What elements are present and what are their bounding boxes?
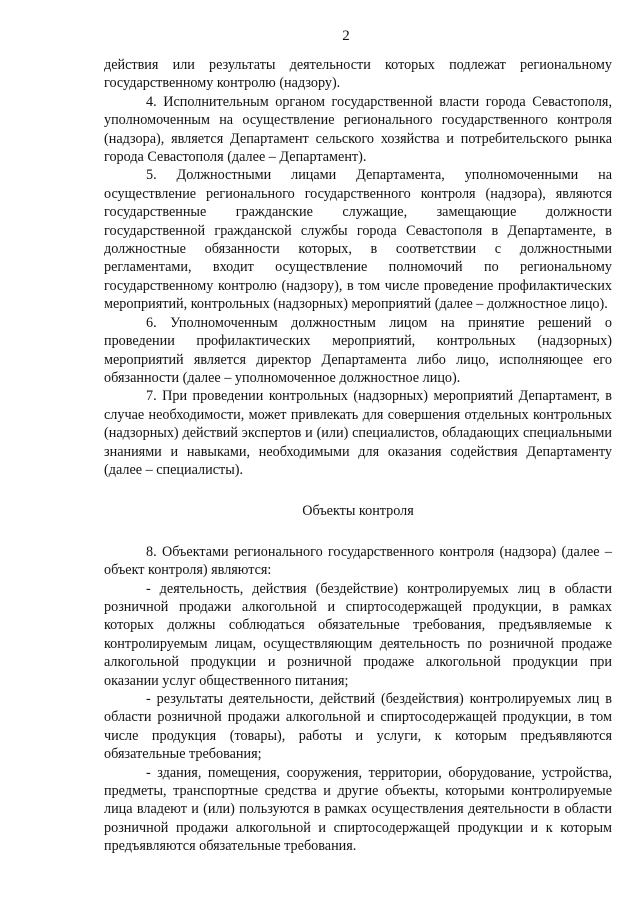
paragraph-4-executive-body: 4. Исполнительным органом государственной власти города Севастополя, уполномоченным на осуществление регионального государственного контроля (надзора), является Департамент сельского хозяйства и потребительского рынка города Севастополя (далее – Департамент). — [104, 93, 612, 166]
document-page — [104, 26, 612, 856]
section-heading: Объекты контроля — [302, 503, 414, 520]
paragraph-8-control-objects: 8. Объектами регионального государственного контроля (надзора) (далее – объект контроля) являются: — [104, 543, 612, 579]
paragraph-7-experts: 7. При проведении контрольных (надзорных) мероприятий Департамент, в случае необходимости, может привлекать для совершения отдельных контрольных (надзорных) действий экспертов и (или) специалистов, обладающих специальными знаниями и навыками, необходимыми для оказания содействия Департаменту (далее – специалисты). — [104, 388, 612, 478]
page-number: 2 — [342, 28, 350, 44]
list-item-activities: - деятельность, действия (бездействие) контролируемых лиц в области розничной продажи алкогольной и спиртосодержащей продукции, в рамках которых должны соблюдаться обязательные требования, предъявляемые к контролируемым лицам, осуществляющим деятельность по розничной продаже алкогольной продукции и розничной продаже алкогольной продукции при оказании услуг общественного питания; — [104, 580, 612, 689]
paragraph-continuation: действия или результаты деятельности которых подлежат региональному государственному контролю (надзору). — [104, 57, 612, 92]
list-item-buildings: - здания, помещения, сооружения, территории, оборудование, устройства, предметы, транспортные средства и другие объекты, которыми контролируемые лица владеют и (или) пользуются в рамках осуществления деятельности в области розничной продажи алкогольной и спиртосодержащей продукции и к которым предъявляются обязательные требования. — [104, 764, 612, 855]
list-item-results: - результаты деятельности, действий (бездействия) контролируемых лиц в области розничной продажи алкогольной и спиртосодержащей продукции, в том числе продукция (товары), работы и услуги, к которым предъявляются обязательные требования; — [104, 691, 612, 763]
paragraph-5-officials: 5. Должностными лицами Департамента, уполномоченными на осуществление регионального государственного контроля (надзора), являются государственные гражданские служащие, замещающие должности государственной гражданской службы города Севастополя в Департаменте, в должностные обязанности которых, в соответствии с должностными регламентами, входит осуществление полномочий по региональному государственному контролю (надзору), в том числе проведение профилактических мероприятий, контрольных (надзорных) мероприятий (далее – должностное лицо). — [104, 167, 612, 313]
paragraph-6-authorized-official: 6. Уполномоченным должностным лицом на принятие решений о проведении профилактических мероприятий, контрольных (надзорных) мероприятий является директор Департамента либо лицо, исполняющее его обязанности (далее – уполномоченное должностное лицо). — [104, 314, 612, 386]
